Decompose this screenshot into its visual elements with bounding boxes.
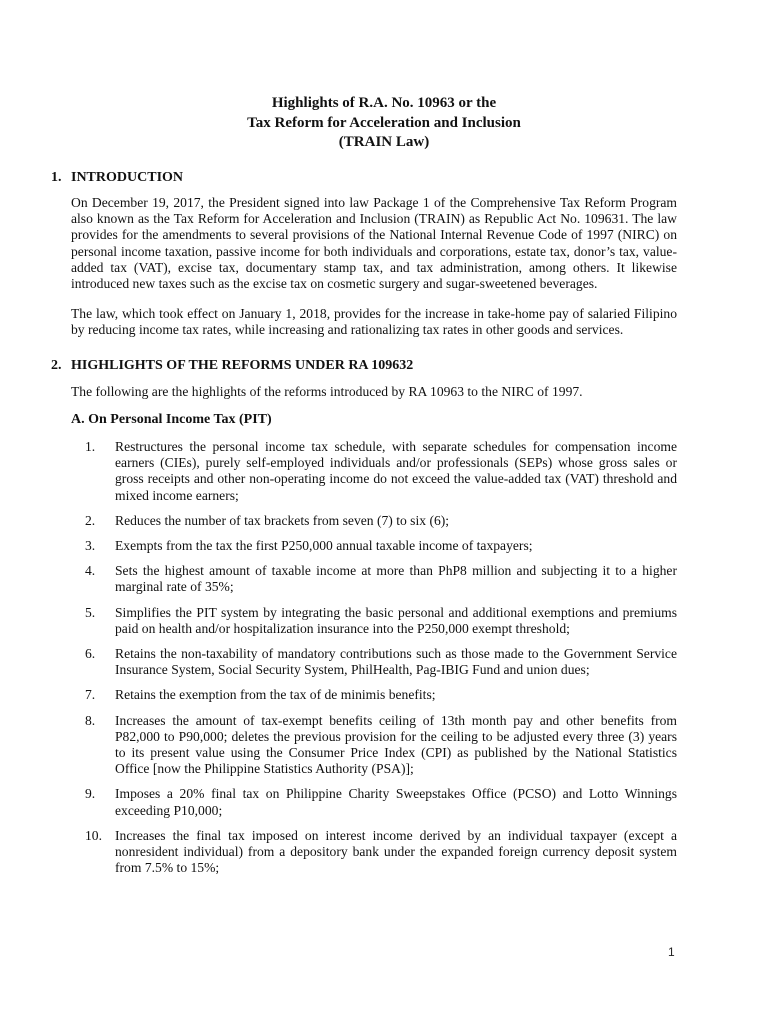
- section-2-title: HIGHLIGHTS OF THE REFORMS UNDER RA 109632: [71, 358, 414, 373]
- list-item: [71, 713, 677, 778]
- document-title: [0, 94, 768, 153]
- list-item: [71, 513, 677, 529]
- subsection-a-heading: A. On Personal Income Tax (PIT): [71, 412, 272, 427]
- list-item-number: 1.: [85, 439, 96, 454]
- section-2-intro: The following are the highlights of the reforms introduced by RA 10963 to the NIRC of 1997.: [71, 384, 583, 399]
- list-item-number: 4.: [85, 563, 96, 579]
- section-2-number: 2.: [51, 358, 62, 373]
- list-item-text: Sets the highest amount of taxable income at more than PhP8 million and subjecting it to a higher marginal rate of 35%;: [115, 563, 677, 595]
- section-1-paragraph-2: The law, which took effect on January 1, 2018, provides for the increase in take-home pay of salaried Filipino by reducing income tax rates, while increasing and rationalizing tax rates in other goods and services.: [71, 306, 677, 338]
- list-item-text: Retains the non-taxability of mandatory contributions such as those made to the Government Service Insurance System, Social Security System, PhilHealth, Pag-IBIG Fund and union dues;: [115, 646, 677, 678]
- list-item: [71, 563, 677, 595]
- list-item: [71, 828, 677, 877]
- list-item-number: 10.: [85, 827, 102, 843]
- list-item-text: Reduces the number of tax brackets from seven (7) to six (6);: [115, 512, 450, 528]
- title-line-3: (TRAIN Law): [338, 134, 430, 150]
- list-item-text: Increases the amount of tax-exempt benefits ceiling of 13th month pay and other benefits from P82,000 to P90,000; deletes the previous provision for the ceiling to be adjusted every three (3) years to its present value using the Consumer Price Index (CPI) as published by the National Statistics Office [now the Philippine Statistics Authority (PSA)];: [115, 712, 677, 777]
- list-item: [71, 605, 677, 637]
- list-item-text: Simplifies the PIT system by integrating the basic personal and additional exemptions and premiums paid on health and/or hospitalization insurance into the P250,000 exempt threshold;: [115, 604, 677, 636]
- list-item-number: 9.: [85, 786, 96, 802]
- list-item-text: Increases the final tax imposed on interest income derived by an individual taxpayer (except a nonresident individual) from a depository bank under the expanded foreign currency deposit system from 7.5% to 15%;: [115, 827, 677, 876]
- list-item-number: 5.: [85, 604, 96, 620]
- list-item: [71, 786, 677, 818]
- list-item: [71, 646, 677, 678]
- list-item-text: Imposes a 20% final tax on Philippine Charity Sweepstakes Office (PCSO) and Lotto Winnings exceeding P10,000;: [115, 786, 677, 818]
- list-item-number: 8.: [85, 712, 96, 728]
- list-item-number: 6.: [85, 646, 96, 662]
- title-line-2: Tax Reform for Acceleration and Inclusion: [247, 114, 521, 131]
- list-item: [71, 439, 677, 504]
- list-item: [71, 538, 677, 554]
- section-1-title: INTRODUCTION: [71, 170, 184, 185]
- section-1-number: 1.: [51, 170, 62, 185]
- list-item: [71, 687, 677, 703]
- section-2-heading: [51, 358, 413, 374]
- list-item-text: Exempts from the tax the first P250,000 annual taxable income of taxpayers;: [115, 538, 533, 554]
- page-number: 1: [668, 945, 675, 959]
- title-line-1: Highlights of R.A. No. 10963 or the: [271, 95, 497, 111]
- list-item-number: 7.: [85, 687, 96, 703]
- list-item-number: 3.: [85, 538, 96, 554]
- section-1-paragraph-1: On December 19, 2017, the President signed into law Package 1 of the Comprehensive Tax Reform Program also known as the Tax Reform for Acceleration and Inclusion (TRAIN) as Republic Act No. 109631. The law provides for the amendments to several provisions of the National Internal Revenue Code of 1997 (NIRC) on personal income taxation, passive income for both individuals and corporations, estate tax, donor’s tax, value-added tax (VAT), excise tax, documentary stamp tax, and tax administration, among others. It likewise introduced new taxes such as the excise tax on cosmetic surgery and sugar-sweetened beverages.: [71, 195, 677, 292]
- list-item-number: 2.: [85, 512, 96, 528]
- section-1-heading: [51, 170, 183, 186]
- pit-highlights-list: [71, 439, 677, 876]
- list-item-text: Restructures the personal income tax schedule, with separate schedules for compensation income earners (CIEs), purely self-employed individuals and/or professionals (SEPs) whose gross sales or gross receipts and other non-operating income do not exceed the value-added tax (VAT) threshold and mixed income earners;: [115, 439, 677, 503]
- list-item-text: Retains the exemption from the tax of de minimis benefits;: [115, 687, 436, 703]
